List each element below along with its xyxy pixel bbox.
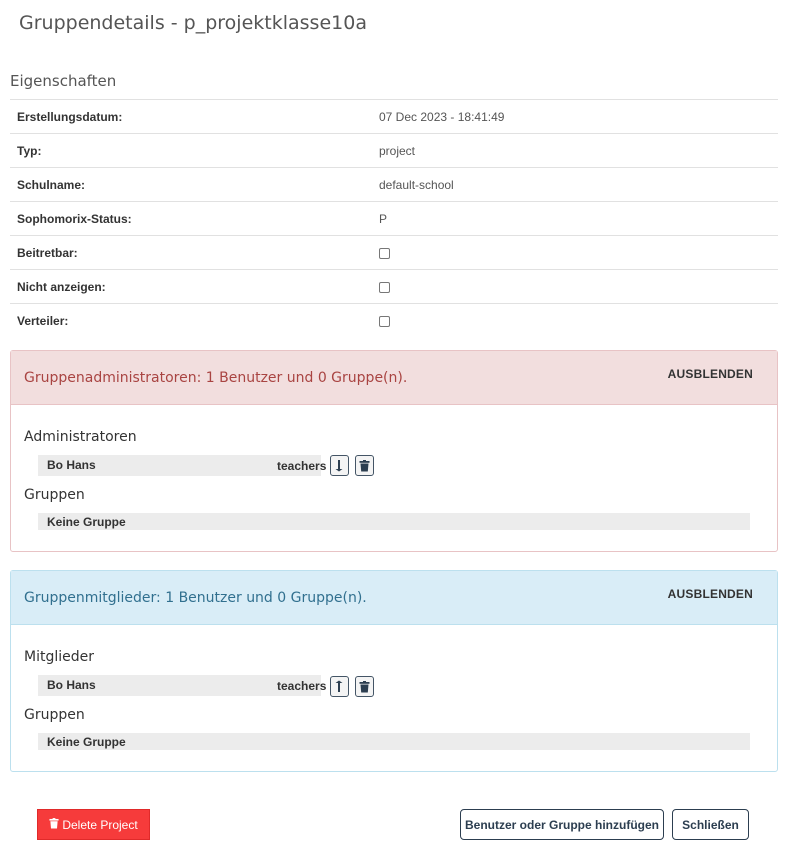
property-key: Typ: (10, 134, 372, 168)
trash-icon (49, 818, 59, 832)
trash-icon (359, 460, 370, 472)
admin-user-group: teachers (277, 459, 327, 473)
admin-user-name: Bo Hans (47, 458, 96, 472)
remove-member-button[interactable] (355, 676, 374, 697)
arrow-down-icon (335, 459, 345, 472)
members-label: Mitglieder (24, 649, 94, 665)
table-row (10, 236, 778, 270)
member-user-name: Bo Hans (47, 678, 96, 692)
promote-button[interactable] (330, 676, 349, 697)
members-panel-header (11, 571, 777, 625)
member-user-row (38, 675, 327, 696)
administrators-label: Administratoren (24, 429, 137, 445)
table-row (10, 304, 778, 338)
members-panel-title: Gruppenmitglieder: 1 Benutzer und 0 Gruppe(n). (24, 590, 367, 606)
arrow-up-icon (335, 680, 345, 693)
admins-panel (10, 350, 778, 552)
member-user-group: teachers (277, 679, 327, 693)
property-key: Verteiler: (10, 304, 372, 338)
table-row (10, 100, 778, 134)
joinable-checkbox[interactable] (379, 248, 390, 259)
table-row (10, 134, 778, 168)
property-key: Sophomorix-Status: (10, 202, 372, 236)
table-row (10, 202, 778, 236)
close-button[interactable]: Schließen (672, 809, 749, 840)
members-hide-button[interactable]: AUSBLENDEN (667, 587, 753, 601)
table-row (10, 270, 778, 304)
admin-groups-row (38, 513, 750, 530)
members-panel (10, 570, 778, 772)
property-value: project (372, 134, 778, 168)
property-value: P (372, 202, 778, 236)
property-value: 07 Dec 2023 - 18:41:49 (372, 100, 778, 134)
add-user-or-group-button[interactable]: Benutzer oder Gruppe hinzufügen (460, 809, 664, 840)
table-row (10, 168, 778, 202)
admins-panel-title: Gruppenadministratoren: 1 Benutzer und 0 Gruppe(n). (24, 370, 408, 386)
delete-project-button[interactable] (37, 809, 150, 840)
property-value: default-school (372, 168, 778, 202)
delete-project-label: Delete Project (62, 817, 138, 832)
properties-section-label: Eigenschaften (10, 72, 117, 90)
admin-groups-empty: Keine Gruppe (47, 515, 126, 529)
mailing-list-checkbox[interactable] (379, 316, 390, 327)
admin-user-row (38, 455, 327, 476)
trash-icon (359, 681, 370, 693)
property-key: Schulname: (10, 168, 372, 202)
admin-groups-label: Gruppen (24, 487, 85, 503)
property-key: Erstellungsdatum: (10, 100, 372, 134)
admins-panel-header (11, 351, 777, 405)
demote-button[interactable] (330, 455, 349, 476)
property-key: Nicht anzeigen: (10, 270, 372, 304)
admins-hide-button[interactable]: AUSBLENDEN (667, 367, 753, 381)
page-title: Gruppendetails - p_projektklasse10a (19, 12, 367, 34)
member-groups-row (38, 733, 750, 750)
property-key: Beitretbar: (10, 236, 372, 270)
hidden-checkbox[interactable] (379, 282, 390, 293)
remove-admin-button[interactable] (355, 455, 374, 476)
member-groups-label: Gruppen (24, 707, 85, 723)
properties-table (10, 99, 778, 337)
member-groups-empty: Keine Gruppe (47, 735, 126, 749)
